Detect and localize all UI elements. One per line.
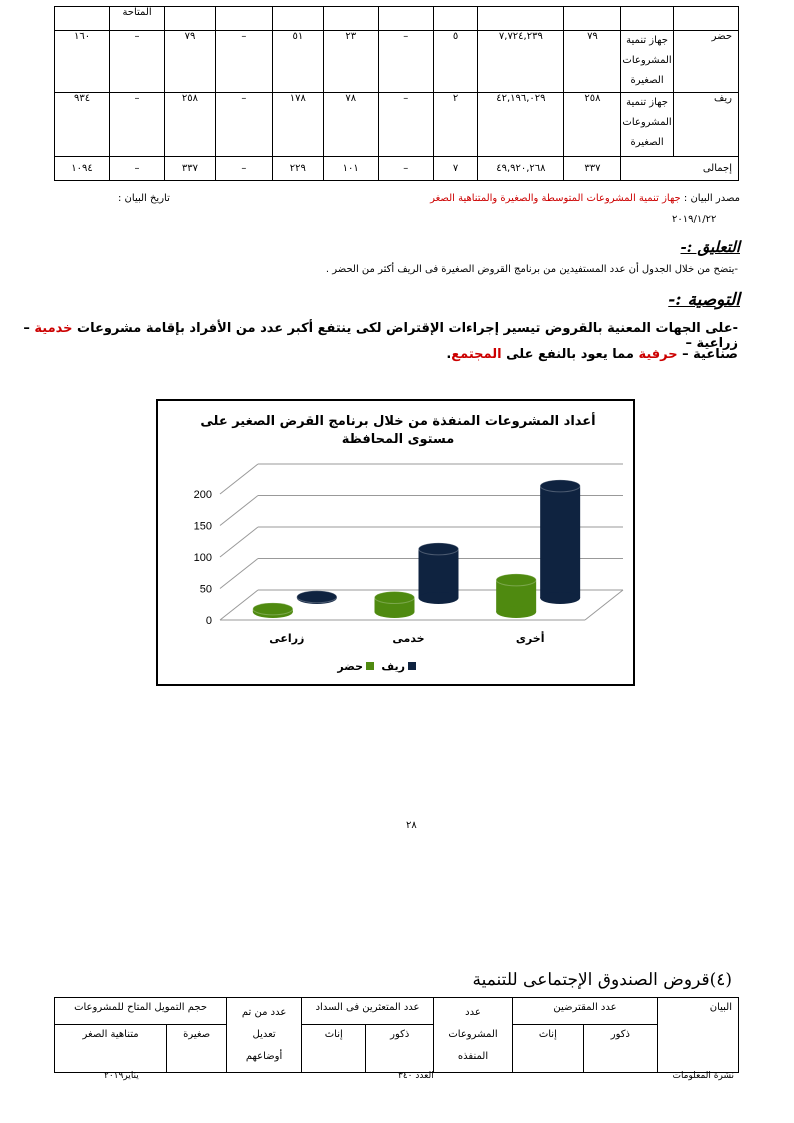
x-tick-label: خدمى (392, 632, 425, 645)
legend-label: حضر (337, 660, 363, 673)
y-tick-label: 150 (193, 520, 212, 533)
projects-table (54, 6, 739, 181)
gridline-diagonal (220, 496, 258, 526)
footer-publication: نشرة المعلومات (672, 1071, 734, 1081)
footer-issue: العدد ٣٤٠ (398, 1071, 434, 1081)
fund-table: البيان عدد المقترضين عدد المشروعات المنفذه عدد المتعثرين فى السداد عدد من تم تعديل أوضاعهم حجم التمويل المتاح للمشروعات ذكور إناث ذكور إناث صغيرة متناهية الصغر (54, 997, 739, 1073)
org-cell: جهاز تنمية المشروعات الصغيرة (621, 31, 673, 93)
recommendation-line-1: -على الجهات المعنية بالقروض تيسير إجراءات الإقتراض لكى ينتفع أكبر عدد من الأفراد بإقامة مشروعات خدمية – زراعية – (23, 321, 738, 351)
date-value: ٢٠١٩/١/٢٢ (672, 214, 717, 225)
comment-heading: التعليق :- (680, 238, 740, 256)
adjusted-header: عدد من تم تعديل أوضاعهم (227, 998, 302, 1073)
org-cell: جهاز تنمية المشروعات الصغيرة (621, 93, 673, 157)
table-row: حضر جهاز تنمية المشروعات الصغيرة ٧٩ ٧,٧٢٤,٢٣٩ ٥ – ٢٣ ٥١ – ٧٩ – ١٦٠ (55, 31, 739, 93)
legend-swatch-ريف (408, 662, 416, 670)
bar-حضر-خدمى (375, 592, 415, 618)
y-tick-label: 0 (205, 615, 212, 627)
y-tick-label: 100 (193, 552, 212, 564)
gridline-diagonal (220, 527, 258, 557)
bar-حضر-أخرى (496, 574, 536, 618)
footer-date: يناير٢٠١٩ (104, 1071, 139, 1081)
region-cell: حضر (673, 31, 738, 93)
legend-label: ريف (381, 660, 405, 673)
total-row: إجمالى ٣٣٧ ٤٩,٩٢٠,٢٦٨ ٧ – ١٠١ ٢٢٩ – ٣٣٧ – ١٠٩٤ (55, 157, 739, 181)
chart-plot (158, 401, 633, 684)
x-tick-label: أخرى (515, 632, 545, 645)
floor-side-edge (585, 590, 623, 620)
y-tick-label: 50 (199, 583, 212, 596)
source-line: مصدر البيان : جهاز تنمية المشروعات المتوسطة والصغيرة والمتناهية الصغر (430, 193, 740, 204)
region-cell: ريف (673, 93, 738, 157)
chart-title: أعداد المشروعات المنفذة من خلال برنامج القرض الصغير على مستوى المحافظة (200, 414, 596, 447)
legend-swatch-حضر (366, 662, 374, 670)
table-row: ريف جهاز تنمية المشروعات الصغيرة ٢٥٨ ٤٢,١٩٦,٠٢٩ ٢ – ٧٨ ١٧٨ – ٢٥٨ – ٩٣٤ (55, 93, 739, 157)
bar-حضر-زراعى (253, 603, 293, 618)
comment-text: -يتضح من خلال الجدول أن عدد المستفيدين من برنامج القروض الصغيرة فى الريف أكثر من الحضر . (325, 264, 738, 275)
available-header: المتاحة (110, 7, 165, 31)
gridline-diagonal (220, 590, 258, 620)
x-tick-label: زراعى (269, 632, 305, 645)
bar-ريف-خدمى (419, 543, 459, 604)
bar-ريف-زراعى (297, 591, 337, 604)
gridline-diagonal (220, 559, 258, 589)
recommendation-heading: التوصية :- (668, 290, 740, 310)
bar-ريف-أخرى (540, 480, 580, 604)
section-title: (٤)قروض الصندوق الإجتماعى للتنمية (472, 970, 732, 990)
date-label: تاريخ البيان : (118, 193, 170, 204)
borrowers-header: عدد المقترضين (513, 998, 658, 1025)
statement-header: البيان (658, 998, 739, 1073)
recommendation-line-2: صناعية – حرفية مما يعود بالنفع على المجتمع. (446, 347, 738, 362)
projects-chart (156, 399, 635, 686)
projects-header: عدد المشروعات المنفذه (434, 998, 513, 1073)
y-tick-label: 200 (193, 489, 212, 501)
defaulters-header: عدد المتعثرين فى السداد (302, 998, 434, 1025)
page-number: ٢٨ (406, 820, 417, 831)
funding-header: حجم التمويل المتاح للمشروعات (55, 998, 227, 1025)
gridline-diagonal (220, 464, 258, 494)
